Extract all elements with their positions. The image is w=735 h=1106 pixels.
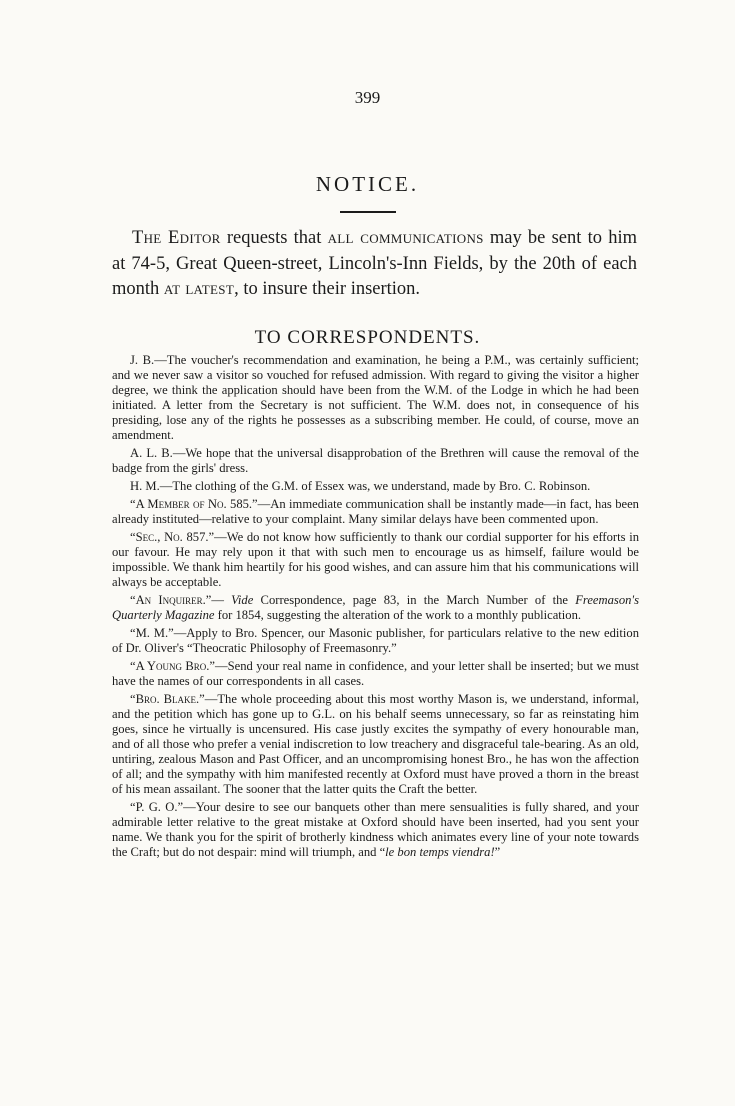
correspondent-entry <box>112 479 639 494</box>
entry-lead: “Bro. Blake.” <box>130 692 205 706</box>
correspondent-entry <box>112 593 639 623</box>
entry-italic: le bon temps viendra! <box>385 845 495 859</box>
entry-text: for 1854, suggesting the alteration of the work to a monthly publication. <box>214 608 582 622</box>
entry-lead: H. M. <box>130 479 160 493</box>
entry-text: — <box>211 593 232 607</box>
entry-lead: “A Young Bro.” <box>130 659 216 673</box>
notice-text-2: may be sent to him at 74-5, Great Queen-street, Lincoln's-Inn Fields, by the 20th of each month <box>112 228 637 299</box>
notice-lead: The Editor <box>132 228 221 248</box>
correspondent-entry <box>112 659 639 689</box>
entry-lead: “A Member of No. 585.” <box>130 497 258 511</box>
notice-title: NOTICE. <box>315 172 420 196</box>
entry-text: —Apply to Bro. Spencer, our Masonic publisher, for particulars relative to the new edition of Dr. Oliver's “Theocratic Philosophy of Freemasonry.” <box>112 626 639 655</box>
title-divider <box>340 211 396 213</box>
entry-text: —We do not know how sufficiently to thank our cordial supporter for his efforts in our favour. He may rely upon it that with such men to encourage us as himself, failure would be impossible. We thank him heartily for his good wishes, and can assure him that his communications will always be acceptable. <box>112 530 639 589</box>
entry-text: ” <box>494 845 501 859</box>
page-number: 399 <box>354 88 381 107</box>
entry-text: —Send your real name in confidence, and your letter shall be inserted; but we must have the names of our correspondents in all cases. <box>112 659 640 688</box>
correspondent-entry <box>112 446 639 476</box>
correspondent-entry <box>112 353 639 443</box>
correspondent-entry <box>112 626 639 656</box>
correspondent-entry <box>112 530 639 590</box>
entry-lead: “M. M.” <box>130 626 174 640</box>
entry-text: —The voucher's recommendation and examination, he being a P.M., was certainly sufficient; and we never saw a visitor so vouched for refused admission. With regard to giving the visitor a higher degree, we think the application should have been from the W.M. of the Lodge in which he had been initiated. A letter from the Secretary is not sufficient. The W.M. does not, in consequence of his presiding, lose any of the rights he possesses as a subscribing member. He could, of course, move an amendment. <box>112 353 640 442</box>
entry-text: —The whole proceeding about this most worthy Mason is, we understand, informal, and the petition which has gone up to G.L. on his behalf seems unnecessary, so far as reinstating him goes, since he virtually is uncensured. His case justly excites the sympathy of every honourable man, and of all those who prefer a venial indiscretion to low treachery and disgraceful tale-bearing. As an old, untiring, zealous Mason and Past Officer, and an uncompromising honest Bro., he has won the affection of all; and the sympathy with him manifested recently at Oxford must have proved a thorn in the breast of his mean assailant. The sooner that the latter quits the Craft the better. <box>112 692 640 796</box>
entry-text: —Your desire to see our banquets other than mere sensualities is fully shared, and your admirable letter relative to the great mistake at Oxford should have been inserted, had you sent your name. We thank you for the spirit of brotherly kindness which animates every line of your note towards the Craft; but do not despair: mind will triumph, and “ <box>112 800 639 859</box>
magazine-title: Freemason's Quarterly Magazine <box>112 593 640 622</box>
notice-text-3: , to insure their insertion. <box>234 279 421 299</box>
entry-text: —An immediate communication shall be instantly made—in fact, has been already instituted—relative to your complaint. Many similar delays have been commented upon. <box>112 497 639 526</box>
correspondent-entry <box>112 497 639 527</box>
correspondent-entry <box>112 800 639 860</box>
entry-text: —We hope that the universal disapprobation of the Brethren will cause the removal of the badge from the girls' dress. <box>112 446 639 475</box>
correspondents-list <box>112 353 639 860</box>
entry-text: —The clothing of the G.M. of Essex was, we understand, made by Bro. C. Robinson. <box>159 479 591 493</box>
correspondent-entry <box>112 692 639 797</box>
entry-lead: “Sec., No. 857.” <box>130 530 215 544</box>
notice-emphasis-2: at latest <box>163 279 235 299</box>
correspondents-title: TO CORRESPONDENTS. <box>254 327 481 348</box>
entry-lead: J. B. <box>130 353 155 367</box>
entry-italic: Vide <box>231 593 254 607</box>
notice-emphasis-1: all communications <box>327 228 484 248</box>
entry-text: Correspondence, page 83, in the March Number of the <box>253 593 576 607</box>
notice-paragraph <box>112 226 637 303</box>
entry-lead: “An Inquirer.” <box>130 593 212 607</box>
entry-lead: A. L. B. <box>130 446 173 460</box>
notice-text-1: requests that <box>220 228 328 248</box>
entry-lead: “P. G. O.” <box>130 800 184 814</box>
